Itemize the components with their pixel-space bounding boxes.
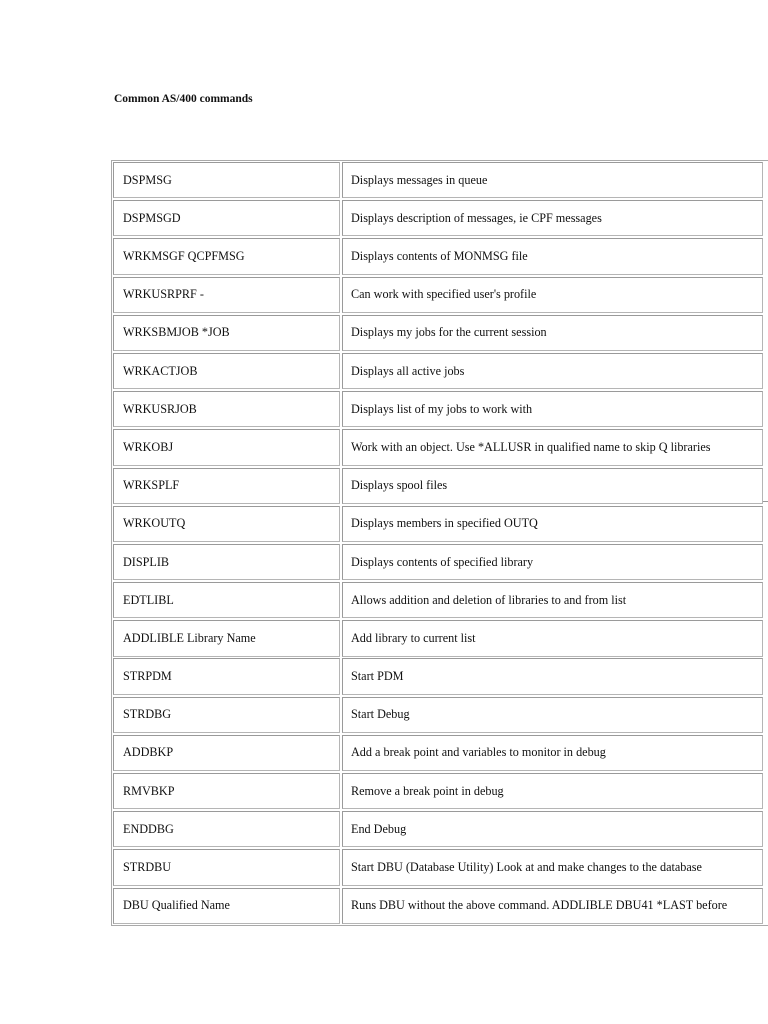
command-cell: WRKMSGF QCPFMSG [113,238,340,274]
description-cell: Start Debug [342,697,763,733]
table-row [113,658,767,694]
command-cell: STRPDM [113,658,340,694]
command-cell: ADDLIBLE Library Name [113,620,340,656]
table-row [113,620,767,656]
description-cell: Add library to current list [342,620,763,656]
description-cell: Work with an object. Use *ALLUSR in qualified name to skip Q libraries [342,429,763,465]
description-cell: Start PDM [342,658,763,694]
command-cell: RMVBKP [113,773,340,809]
table-row [113,391,767,427]
table-row [113,849,767,885]
command-cell: ENDDBG [113,811,340,847]
description-cell: Displays members in specified OUTQ [342,506,763,542]
table-row [113,315,767,351]
description-cell: Allows addition and deletion of libraries to and from list [342,582,763,618]
table-row [113,888,767,924]
description-cell: Displays description of messages, ie CPF messages [342,200,763,236]
command-cell: DISPLIB [113,544,340,580]
table-row [113,697,767,733]
table-row [113,353,767,389]
command-cell: ADDBKP [113,735,340,771]
table-row [113,468,767,504]
description-cell: Runs DBU without the above command. ADDLIBLE DBU41 *LAST before [342,888,763,924]
command-cell: STRDBU [113,849,340,885]
command-cell: WRKOUTQ [113,506,340,542]
table-row [113,429,767,465]
table-row [113,506,767,542]
description-cell: Remove a break point in debug [342,773,763,809]
table-row [113,773,767,809]
command-cell: DSPMSG [113,162,340,198]
table-row [113,582,767,618]
description-cell: End Debug [342,811,763,847]
description-cell: Start DBU (Database Utility) Look at and make changes to the database [342,849,763,885]
command-cell: WRKUSRJOB [113,391,340,427]
table-row [113,277,767,313]
table-row [113,544,767,580]
commands-table [111,160,768,926]
command-cell: WRKSBMJOB *JOB [113,315,340,351]
description-cell: Displays list of my jobs to work with [342,391,763,427]
command-cell: EDTLIBL [113,582,340,618]
description-cell: Displays contents of specified library [342,544,763,580]
description-cell: Displays messages in queue [342,162,763,198]
command-cell: DBU Qualified Name [113,888,340,924]
table-row [113,735,767,771]
command-cell: DSPMSGD [113,200,340,236]
table-row [113,811,767,847]
command-cell: WRKOBJ [113,429,340,465]
description-cell: Add a break point and variables to monitor in debug [342,735,763,771]
edge-mark [763,501,768,502]
description-cell: Displays contents of MONMSG file [342,238,763,274]
command-cell: WRKUSRPRF - [113,277,340,313]
command-cell: WRKACTJOB [113,353,340,389]
command-cell: WRKSPLF [113,468,340,504]
command-cell: STRDBG [113,697,340,733]
description-cell: Can work with specified user's profile [342,277,763,313]
table-row [113,162,767,198]
description-cell: Displays spool files [342,468,763,504]
description-cell: Displays all active jobs [342,353,763,389]
table-row [113,238,767,274]
description-cell: Displays my jobs for the current session [342,315,763,351]
table-row [113,200,767,236]
document-title: Common AS/400 commands [114,93,253,105]
